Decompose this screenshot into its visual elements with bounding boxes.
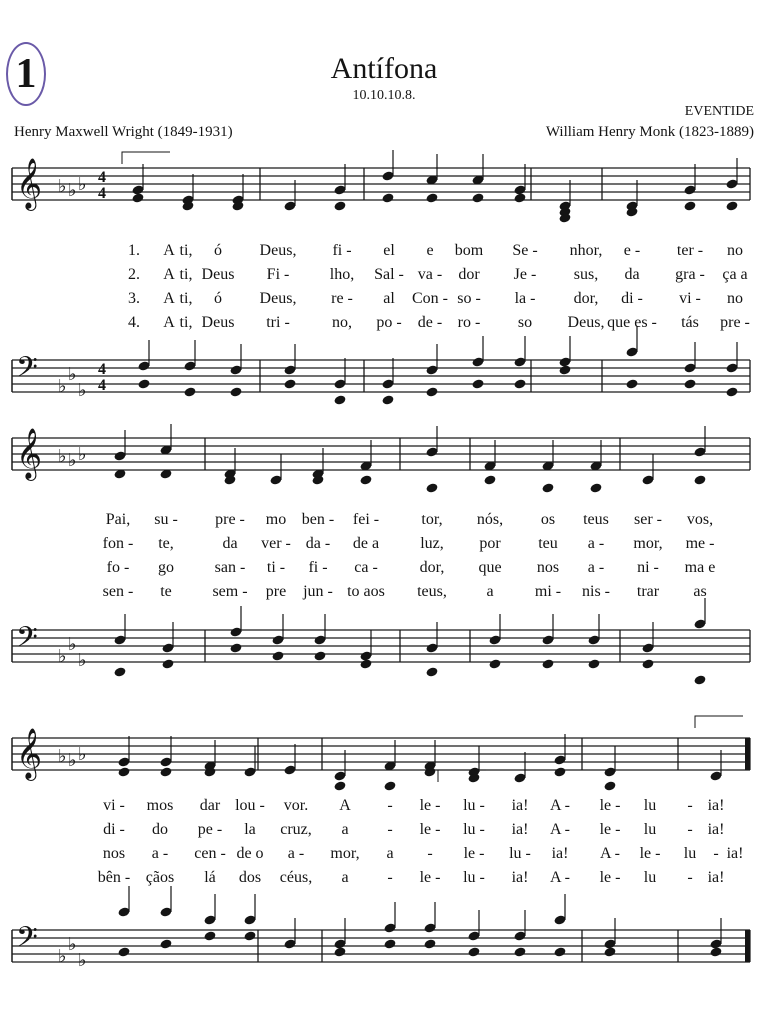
lyric-syllable: le - <box>599 821 621 838</box>
lyric-syllable: de o <box>236 845 264 862</box>
lyric-syllable: bom <box>454 242 484 259</box>
lyric-syllable: tri - <box>266 314 290 331</box>
flat-icon: ♭ <box>58 746 67 767</box>
lyric-syllable: - <box>713 845 719 862</box>
lyric-syllable: da <box>222 535 238 552</box>
lyric-syllable: luz, <box>420 535 444 552</box>
lyric-syllable: sen - <box>102 583 134 600</box>
lyric-syllable: - <box>427 845 433 862</box>
lyric-syllable: no <box>727 242 743 259</box>
lyric-syllable: bên - <box>97 869 131 886</box>
flat-icon: ♭ <box>68 750 77 771</box>
lyric-syllable: lá <box>204 869 216 886</box>
hymn-meter: 10.10.10.8. <box>352 88 416 103</box>
lyric-syllable: trar <box>636 583 660 600</box>
lyric-syllable: Deus, <box>567 314 605 331</box>
lyric-syllable: vos, <box>686 511 714 528</box>
lyric-syllable: le - <box>639 845 661 862</box>
lyric-syllable: gra - <box>675 266 705 283</box>
lyric-syllable: ó <box>214 290 222 307</box>
lyric-syllable: re - <box>331 290 353 307</box>
time-signature-top: 4 <box>98 361 106 378</box>
lyric-syllable: A <box>163 266 175 283</box>
lyric-syllable: le - <box>463 845 485 862</box>
lyric-syllable: le - <box>419 797 441 814</box>
lyric-syllable: por <box>479 535 501 552</box>
lyric-syllable: Deus <box>201 314 235 331</box>
lyric-syllable: ro - <box>457 314 481 331</box>
lyric-syllable: ti, <box>179 266 193 283</box>
lyric-syllable: lou - <box>235 797 265 814</box>
lyric-syllable: cruz, <box>280 821 312 838</box>
lyric-syllable: la - <box>514 290 536 307</box>
lyric-syllable: pre - <box>720 314 750 331</box>
lyric-syllable: le - <box>419 821 441 838</box>
hymn-number: 1 <box>6 42 46 106</box>
lyric-syllable: de a <box>352 535 380 552</box>
lyric-syllable: ia! <box>707 869 725 886</box>
lyric-syllable: a - <box>587 535 605 552</box>
lyric-syllable: lu <box>643 821 657 838</box>
lyric-syllable: el <box>383 242 395 259</box>
lyric-syllable: A <box>163 242 175 259</box>
lyric-syllable: to aos <box>347 583 385 600</box>
lyric-syllable: ó <box>214 242 222 259</box>
lyric-syllable: Deus, <box>259 242 297 259</box>
lyric-syllable: fei - <box>352 511 380 528</box>
lyric-syllable: as <box>693 583 707 600</box>
lyric-syllable: vi - <box>679 290 701 307</box>
lyric-syllable: dar <box>199 797 221 814</box>
lyric-syllable: mor, <box>633 535 663 552</box>
lyric-syllable: su - <box>154 511 178 528</box>
lyric-syllable: teus <box>583 511 609 528</box>
lyric-syllable: ça a <box>722 266 748 283</box>
lyric-syllable: mo <box>265 511 287 528</box>
flat-icon: ♭ <box>68 180 77 201</box>
lyric-syllable: la <box>244 821 256 838</box>
lyric-syllable: teu <box>538 535 558 552</box>
lyric-syllable: ben - <box>301 511 335 528</box>
lyric-syllable: fon - <box>102 535 134 552</box>
lyric-syllable: pre - <box>215 511 245 528</box>
verse-number: 1. <box>128 242 140 259</box>
lyric-syllable: fo - <box>106 559 130 576</box>
lyric-syllable: de - <box>417 314 443 331</box>
flat-icon: ♭ <box>78 380 87 401</box>
lyric-syllable: Se - <box>512 242 538 259</box>
lyric-syllable: lu <box>643 797 657 814</box>
lyric-syllable: A - <box>550 869 570 886</box>
lyric-syllable: le - <box>419 869 441 886</box>
lyric-syllable: lu - <box>463 821 485 838</box>
lyric-syllable: te <box>160 583 172 600</box>
lyric-syllable: dos <box>238 869 262 886</box>
lyric-syllable: - <box>387 869 393 886</box>
time-signature-top: 4 <box>98 169 106 186</box>
lyric-syllable: ia! <box>707 797 725 814</box>
lyric-syllable: fi - <box>332 242 352 259</box>
lyric-syllable: tás <box>681 314 699 331</box>
lyric-syllable: mos <box>146 797 174 814</box>
lyric-syllable: mor, <box>330 845 360 862</box>
lyric-syllable: nós, <box>476 511 504 528</box>
lyric-syllable: çãos <box>145 869 175 886</box>
lyric-syllable: ca - <box>354 559 378 576</box>
lyric-syllable: A - <box>550 821 570 838</box>
lyric-syllable: teus, <box>417 583 447 600</box>
lyric-syllable: a - <box>587 559 605 576</box>
lyric-syllable: go <box>158 559 174 576</box>
verse-number: 3. <box>128 290 140 307</box>
bass-clef-icon: 𝄢 <box>16 921 38 961</box>
lyric-syllable: lu <box>683 845 697 862</box>
treble-clef-icon: 𝄞 <box>16 728 43 779</box>
lyric-syllable: no <box>727 290 743 307</box>
lyric-syllable: Deus, <box>259 290 297 307</box>
flat-icon: ♭ <box>78 950 87 971</box>
lyric-syllable: ia! <box>726 845 744 862</box>
lyric-syllable: me - <box>685 535 715 552</box>
lyric-syllable: ser - <box>634 511 662 528</box>
lyric-syllable: ti, <box>179 242 193 259</box>
tune-name: EVENTIDE <box>684 104 754 119</box>
treble-clef-icon: 𝄞 <box>16 158 43 209</box>
flat-icon: ♭ <box>78 744 87 765</box>
lyric-syllable: ni - <box>637 559 659 576</box>
composer-credit: William Henry Monk (1823-1889) <box>545 124 754 140</box>
flat-icon: ♭ <box>78 174 87 195</box>
lyric-syllable: A <box>163 290 175 307</box>
lyric-syllable: ia! <box>511 869 529 886</box>
lyric-syllable: dor, <box>573 290 599 307</box>
lyric-syllable: al <box>383 290 395 307</box>
lyric-syllable: no, <box>332 314 352 331</box>
lyric-syllable: mi - <box>534 583 562 600</box>
lyric-syllable: - <box>687 797 693 814</box>
lyric-syllable: lho, <box>329 266 355 283</box>
lyric-syllable: dor, <box>419 559 445 576</box>
lyric-syllable: Sal - <box>374 266 404 283</box>
lyric-syllable: ti, <box>179 314 193 331</box>
lyric-syllable: ti - <box>266 559 286 576</box>
lyric-syllable: fi - <box>308 559 328 576</box>
lyric-syllable: di - <box>621 290 643 307</box>
lyric-syllable: ia! <box>551 845 569 862</box>
flat-icon: ♭ <box>68 364 77 385</box>
lyric-syllable: da - <box>305 535 331 552</box>
lyric-syllable: e - <box>623 242 641 259</box>
lyric-syllable: que <box>478 559 502 576</box>
lyric-syllable: ter - <box>676 242 704 259</box>
lyric-syllable: le - <box>599 869 621 886</box>
lyric-syllable: ia! <box>511 821 529 838</box>
lyric-syllable: a - <box>151 845 169 862</box>
flat-icon: ♭ <box>58 446 67 467</box>
lyric-syllable: nhor, <box>569 242 603 259</box>
lyric-syllable: A <box>163 314 175 331</box>
verse-number: 2. <box>128 266 140 283</box>
lyric-syllable: - <box>387 797 393 814</box>
lyric-syllable: Je - <box>513 266 537 283</box>
lyric-syllable: ia! <box>511 797 529 814</box>
lyric-syllable: ma e <box>684 559 716 576</box>
lyric-syllable: a <box>386 845 394 862</box>
lyric-syllable: ia! <box>707 821 725 838</box>
flat-icon: ♭ <box>68 634 77 655</box>
flat-icon: ♭ <box>58 946 67 967</box>
flat-icon: ♭ <box>78 650 87 671</box>
flat-icon: ♭ <box>58 646 67 667</box>
flat-icon: ♭ <box>68 934 77 955</box>
lyric-syllable: di - <box>103 821 125 838</box>
lyric-syllable: lu - <box>509 845 531 862</box>
lyric-syllable: A <box>339 797 351 814</box>
lyric-syllable: a - <box>287 845 305 862</box>
lyric-syllable: a <box>486 583 494 600</box>
flat-icon: ♭ <box>58 176 67 197</box>
time-signature-bottom: 4 <box>98 185 106 202</box>
lyric-syllable: so - <box>457 290 481 307</box>
lyric-syllable: sem - <box>212 583 248 600</box>
lyric-syllable: Con - <box>412 290 448 307</box>
lyric-syllable: os <box>540 511 556 528</box>
lyric-syllable: nos <box>536 559 560 576</box>
lyric-syllable: ver - <box>261 535 291 552</box>
lyric-syllable: lu <box>643 869 657 886</box>
lyric-syllable: lu - <box>463 869 485 886</box>
lyric-syllable: A - <box>600 845 620 862</box>
lyric-syllable: - <box>387 821 393 838</box>
lyric-syllable: Fi - <box>266 266 290 283</box>
bass-clef-icon: 𝄢 <box>16 351 38 391</box>
time-signature-bottom: 4 <box>98 377 106 394</box>
lyric-syllable: Deus <box>201 266 235 283</box>
treble-clef-icon: 𝄞 <box>16 428 43 479</box>
lyric-syllable: vor. <box>283 797 309 814</box>
lyric-syllable: pe - <box>197 821 223 838</box>
flat-icon: ♭ <box>68 450 77 471</box>
lyric-syllable: Pai, <box>105 511 131 528</box>
lyric-syllable: a <box>341 821 349 838</box>
lyric-syllable: tor, <box>421 511 443 528</box>
author-credit: Henry Maxwell Wright (1849-1931) <box>14 124 233 140</box>
lyric-syllable: pre <box>265 583 287 600</box>
lyric-syllable: e <box>426 242 434 259</box>
flat-icon: ♭ <box>78 444 87 465</box>
lyric-syllable: que es - <box>607 314 657 331</box>
lyric-syllable: A - <box>550 797 570 814</box>
lyric-syllable: ti, <box>179 290 193 307</box>
lyric-syllable: so <box>517 314 533 331</box>
lyric-syllable: jun - <box>303 583 333 600</box>
lyric-syllable: cen - <box>194 845 226 862</box>
bass-clef-icon: 𝄢 <box>16 621 38 661</box>
flat-icon: ♭ <box>58 376 67 397</box>
verse-number: 4. <box>128 314 140 331</box>
lyric-syllable: nis - <box>582 583 610 600</box>
lyric-syllable: po - <box>376 314 402 331</box>
lyric-syllable: le - <box>599 797 621 814</box>
lyric-syllable: va - <box>417 266 443 283</box>
lyric-syllable: lu - <box>463 797 485 814</box>
lyric-syllable: - <box>687 821 693 838</box>
lyric-syllable: céus, <box>279 869 313 886</box>
lyric-syllable: vi - <box>103 797 125 814</box>
lyric-syllable: do <box>152 821 168 838</box>
lyric-syllable: te, <box>158 535 174 552</box>
lyric-syllable: da <box>624 266 640 283</box>
lyric-syllable: san - <box>214 559 246 576</box>
lyric-syllable: dor <box>458 266 480 283</box>
lyric-syllable: nos <box>102 845 126 862</box>
lyric-syllable: sus, <box>573 266 599 283</box>
lyric-syllable: a <box>341 869 349 886</box>
lyric-syllable: - <box>687 869 693 886</box>
hymn-title: Antífona <box>330 52 438 85</box>
